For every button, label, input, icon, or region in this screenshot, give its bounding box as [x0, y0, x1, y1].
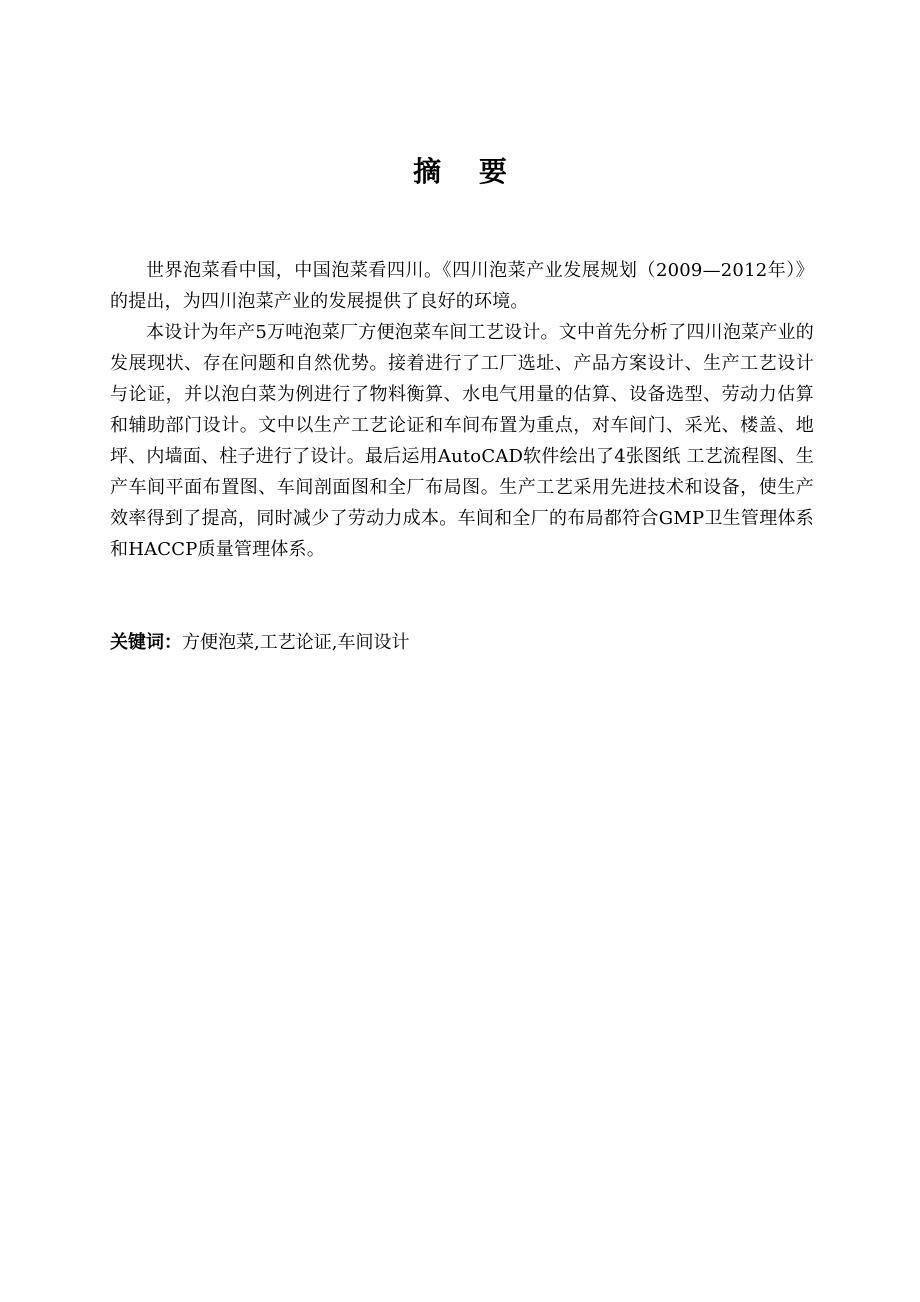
abstract-paragraph-2: 本设计为年产5万吨泡菜厂方便泡菜车间工艺设计。文中首先分析了四川泡菜产业的发展现状、存在问题和自然优势。接着进行了工厂选址、产品方案设计、生产工艺设计与论证，并以泡白菜为例进行了物料衡算、水电气用量的估算、设备选型、劳动力估算和辅助部门设计。文中以生产工艺论证和车间布置为重点，对车间门、采光、楼盖、地坪、内墙面、柱子进行了设计。最后运用AutoCAD软件绘出了4张图纸 工艺流程图、生产车间平面布置图、车间剖面图和全厂布局图。生产工艺采用先进技术和设备，使生产效率得到了提高，同时减少了劳动力成本。车间和全厂的布局都符合GMP卫生管理体系和HACCP质量管理体系。: [110, 322, 814, 560]
abstract-body: [110, 255, 814, 565]
keywords-text: 方便泡菜,工艺论证,车间设计: [182, 632, 410, 653]
abstract-paragraph-1: 世界泡菜看中国，中国泡菜看四川。《四川泡菜产业发展规划（2009—2012年）》的提出，为四川泡菜产业的发展提供了良好的环境。: [110, 260, 814, 312]
keywords-line: [110, 627, 814, 658]
keywords-label: 关键词：: [110, 632, 182, 653]
abstract-title: 摘 要: [413, 155, 521, 188]
